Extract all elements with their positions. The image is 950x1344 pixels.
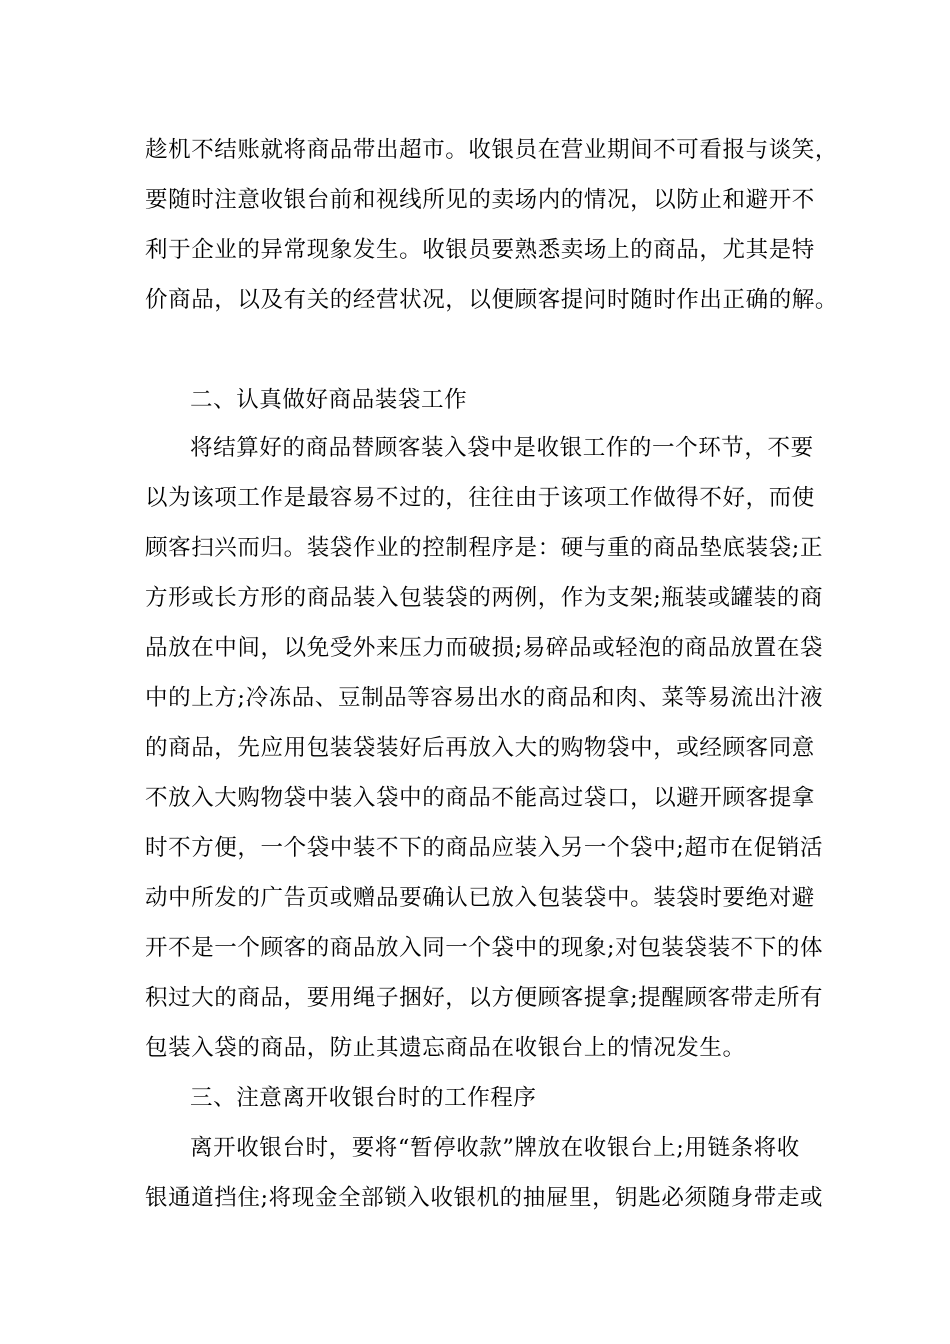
paragraph-line: 顾客扫兴而归。装袋作业的控制程序是：硬与重的商品垫底装袋;正 <box>145 535 824 561</box>
paragraph-line: 包装入袋的商品，防止其遗忘商品在收银台上的情况发生。 <box>145 1035 746 1061</box>
paragraph-line: 价商品，以及有关的经营状况，以便顾客提问时随时作出正确的解。 <box>145 287 839 313</box>
paragraph-line: 动中所发的广告页或赠品要确认已放入包装袋中。装袋时要绝对避 <box>145 885 815 911</box>
paragraph-line: 品放在中间，以免受外来压力而破损;易碎品或轻泡的商品放置在袋 <box>145 635 824 661</box>
paragraph-line: 要随时注意收银台前和视线所见的卖场内的情况，以防止和避开不 <box>145 187 815 213</box>
paragraph-line: 不放入大购物袋中装入袋中的商品不能高过袋口，以避开顾客提拿 <box>145 785 815 811</box>
paragraph-line: 的商品，先应用包装袋装好后再放入大的购物袋中，或经顾客同意 <box>145 735 815 761</box>
paragraph-line: 时不方便，一个袋中装不下的商品应装入另一个袋中;超市在促销活 <box>145 835 824 861</box>
section-heading: 三、注意离开收银台时的工作程序 <box>190 1085 537 1111</box>
paragraph-line: 银通道挡住;将现金全部锁入收银机的抽屉里，钥匙必须随身带走或 <box>145 1185 824 1211</box>
paragraph-line: 开不是一个顾客的商品放入同一个袋中的现象;对包装袋装不下的体 <box>145 935 824 961</box>
paragraph-line: 中的上方;冷冻品、豆制品等容易出水的商品和肉、菜等易流出汁液 <box>145 685 824 711</box>
paragraph-line: 以为该项工作是最容易不过的，往往由于该项工作做得不好，而使 <box>145 485 815 511</box>
paragraph-line: 离开收银台时，要将“暂停收款”牌放在收银台上;用链条将收 <box>190 1135 800 1161</box>
paragraph-line: 方形或长方形的商品装入包装袋的两例，作为支架;瓶装或罐装的商 <box>145 585 824 611</box>
paragraph-line: 积过大的商品，要用绳子捆好，以方便顾客提拿;提醒顾客带走所有 <box>145 985 824 1011</box>
paragraph-line: 将结算好的商品替顾客装入袋中是收银工作的一个环节，不要 <box>190 435 814 461</box>
section-heading: 二、认真做好商品装袋工作 <box>190 387 468 413</box>
paragraph-line: 利于企业的异常现象发生。收银员要熟悉卖场上的商品，尤其是特 <box>145 237 815 263</box>
paragraph-line: 趁机不结账就将商品带出超市。收银员在营业期间不可看报与谈笑， <box>145 137 839 163</box>
